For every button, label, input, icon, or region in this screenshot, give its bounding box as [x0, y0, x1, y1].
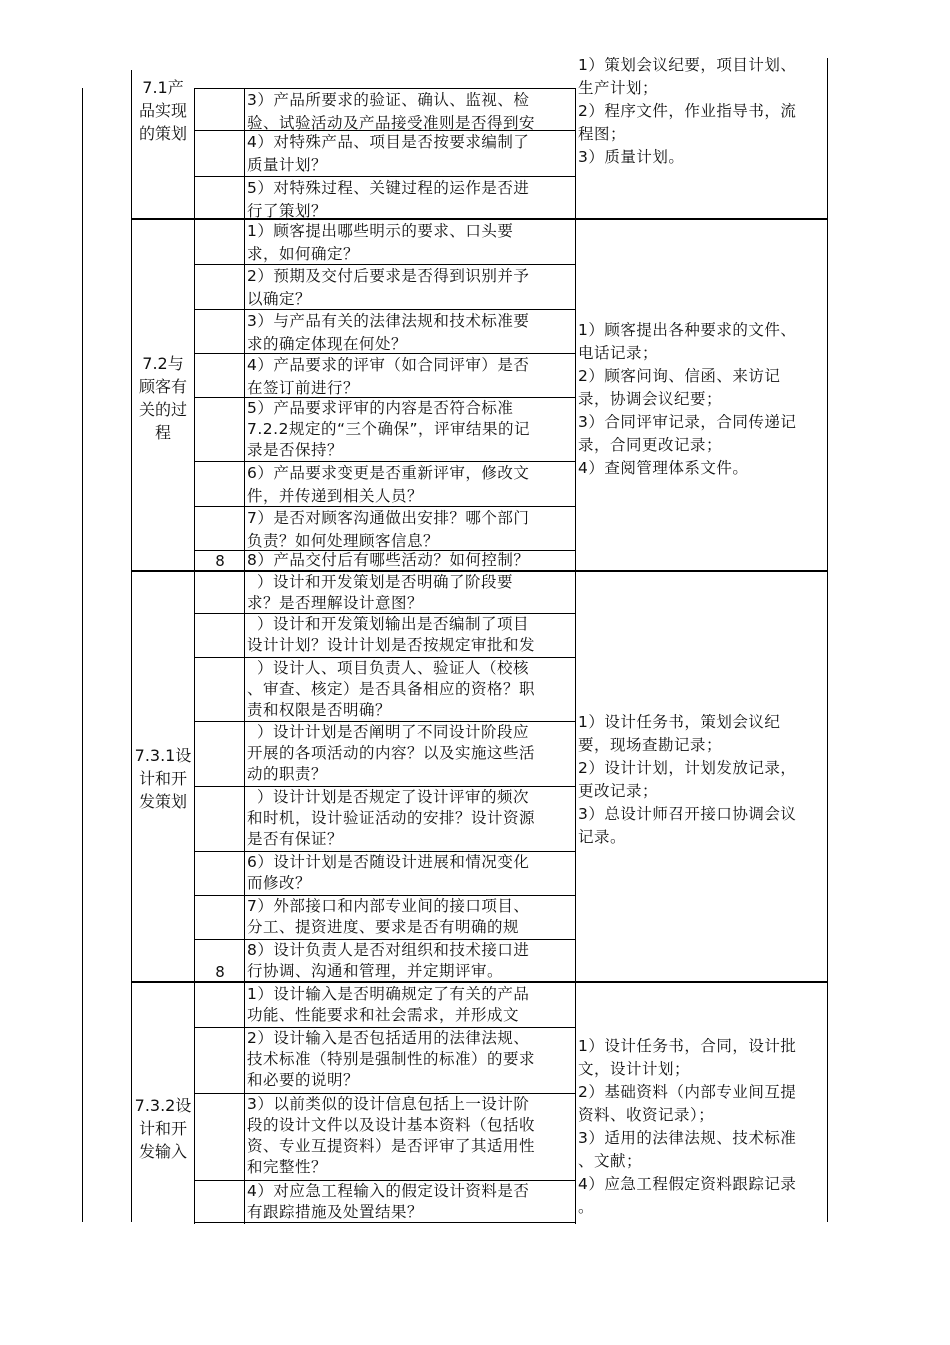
item-7-3-1-3: ）设计人、项目负责人、验证人（校核 、审查、核定）是否具备相应的资格？职 责和权限是否明确？	[247, 659, 536, 719]
item-7-2-2: 2）预期及交付后要求是否得到识别并予 以确定？	[247, 267, 530, 308]
col-line-3	[244, 88, 245, 1224]
item-7-2-8: 8）产品交付后有哪些活动？如何控制？	[247, 551, 530, 569]
item-7-1-4: 4）对特殊产品、项目是否按要求编制了 质量计划？	[247, 133, 530, 174]
item-7-3-1-4: ）设计计划是否阐明了不同设计阶段应 开展的各项活动的内容？以及实施这些活 动的职责？	[247, 723, 536, 783]
left-margin-line	[82, 88, 83, 1222]
evidence-7-3-2: 1）设计任务书，合同，设计批 文，设计计划； 2）基础资料（内部专业间互提 资料、收资记录）； 3）适用的法律法规、技术标准 、文献； 4）应急工程假定资料跟踪记录 。	[578, 1037, 797, 1216]
item-7-1-3: 3）产品所要求的验证、确认、监视、检 验、试验活动及产品接受准则是否得到安	[247, 91, 536, 132]
col-line-1	[131, 70, 132, 1222]
col-line-4	[575, 88, 576, 1224]
item-7-3-2-1: 1）设计输入是否明确规定了有关的产品 功能、性能要求和社会需求，并形成文	[247, 985, 530, 1024]
section-label-7-1: 7.1产 品实现 的策划	[138, 78, 187, 143]
item-7-3-1-5: ）设计计划是否规定了设计评审的频次 和时机，设计验证活动的安排？设计资源 是否有保证？	[247, 788, 536, 848]
item-7-3-2-2: 2）设计输入是否包括适用的法律法规、 技术标准（特别是强制性的标准）的要求 和必要的说明？	[247, 1029, 536, 1089]
item-7-3-1-2: ）设计和开发策划输出是否编制了项目 设计计划？设计计划是否按规定审批和发	[247, 615, 536, 654]
section-label-7-3-1: 7.3.1设 计和开 发策划	[134, 746, 192, 811]
col-line-2	[194, 88, 195, 1224]
item-number: 8	[215, 552, 225, 570]
item-7-3-1-6: 6）设计计划是否随设计进展和情况变化 而修改？	[247, 853, 530, 892]
item-7-2-3: 3）与产品有关的法律法规和技术标准要 求的确定体现在何处？	[247, 312, 530, 353]
item-7-3-1-7: 7）外部接口和内部专业间的接口项目、 分工、提资进度、要求是否有明确的规	[247, 897, 530, 936]
section-label-7-3-2: 7.3.2设 计和开 发输入	[134, 1096, 192, 1161]
item-7-3-2-4: 4）对应急工程输入的假定设计资料是否 有跟踪措施及处置结果？	[247, 1182, 530, 1221]
item-7-3-2-3: 3）以前类似的设计信息包括上一设计阶 段的设计文件以及设计基本资料（包括收 资、专业互提资料）是否评审了其适用性 和完整性？	[247, 1095, 536, 1176]
evidence-7-2: 1）顾客提出各种要求的文件、 电话记录； 2）顾客问询、信函、来访记 录，协调会议纪要； 3）合同评审记录，合同传递记 录，合同更改记录； 4）查阅管理体系文件。	[578, 321, 797, 477]
item-7-2-1: 1）顾客提出哪些明示的要求、口头要 求，如何确定？	[247, 222, 514, 263]
item-7-2-7: 7）是否对顾客沟通做出安排？哪个部门 负责？如何处理顾客信息？	[247, 509, 530, 550]
item-7-2-4: 4）产品要求的评审（如合同评审）是否 在签订前进行？	[247, 356, 530, 397]
col-line-5	[827, 58, 828, 1222]
evidence-7-1: 1）策划会议纪要，项目计划、 生产计划； 2）程序文件，作业指导书，流 程图； 3）质量计划。	[578, 56, 797, 166]
section-label-7-2: 7.2与 顾客有 关的过 程	[138, 354, 187, 442]
item-7-2-6: 6）产品要求变更是否重新评审，修改文 件，并传递到相关人员？	[247, 464, 530, 505]
item-7-2-5: 5）产品要求评审的内容是否符合标准 7.2.2规定的“三个确保”，评审结果的记 录是否保持？	[247, 399, 530, 459]
item-7-1-5: 5）对特殊过程、关键过程的运作是否进 行了策划？	[247, 179, 530, 220]
evidence-7-3-1: 1）设计任务书，策划会议纪 要，现场查勘记录； 2）设计计划，计划发放记录， 更改记录； 3）总设计师召开接口协调会议 记录。	[578, 713, 797, 846]
item-number: 8	[215, 963, 225, 981]
item-7-3-1-8: 8）设计负责人是否对组织和技术接口进 行协调、沟通和管理，并定期评审。	[247, 941, 530, 980]
item-7-3-1-1: ）设计和开发策划是否明确了阶段要 求？是否理解设计意图？	[247, 573, 514, 612]
